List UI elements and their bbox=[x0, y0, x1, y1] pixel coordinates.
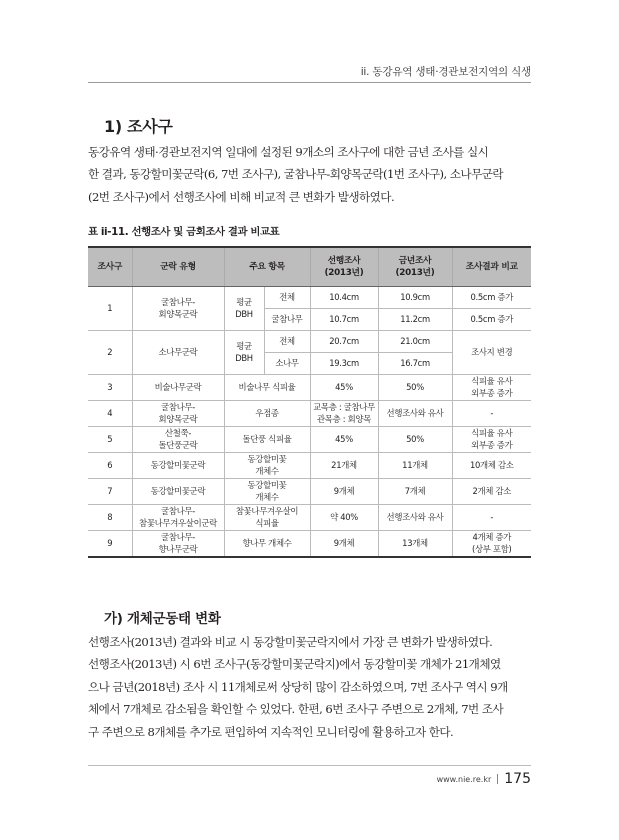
running-header: ii. 동강유역 생태·경관보전지역의 식생 bbox=[360, 66, 531, 78]
header-item: 주요 항목 bbox=[224, 247, 310, 287]
table-row bbox=[88, 287, 531, 309]
header-plot: 조사구 bbox=[88, 247, 132, 287]
table-row bbox=[88, 505, 531, 531]
cell-prev: 9개체 bbox=[310, 531, 378, 558]
cell-item: 비술나무 식피율 bbox=[224, 375, 310, 401]
section-title: 1) 조사구 bbox=[104, 117, 173, 136]
paragraph-line: 구 주변으로 8개체를 추가로 편입하여 지속적인 모니터링에 활용하고자 한다. bbox=[88, 724, 454, 739]
cell-compare: 0.5cm 증가 bbox=[452, 309, 531, 331]
cell-curr: 11.2cm bbox=[378, 309, 452, 331]
cell-item: 동강할미꽃 개체수 bbox=[224, 453, 310, 479]
cell-community: 동강할미꽃군락 bbox=[132, 453, 224, 479]
cell-item: 전체 bbox=[264, 331, 310, 353]
cell-compare: 4개체 증가 (상부 포함) bbox=[452, 531, 531, 558]
cell-plot: 8 bbox=[88, 505, 132, 531]
cell-item: 동강할미꽃 개체수 bbox=[224, 479, 310, 505]
cell-curr: 10.9cm bbox=[378, 287, 452, 309]
paragraph-line: 한 결과, 동강할미꽃군락(6, 7번 조사구), 굴참나무-회양목군락(1번 조사구), 소나무군락 bbox=[88, 167, 504, 182]
cell-community: 산철쭉- 돌단풍군락 bbox=[132, 427, 224, 453]
cell-community: 굴참나무- 회양목군락 bbox=[132, 401, 224, 427]
cell-prev: 20.7cm bbox=[310, 331, 378, 353]
cell-prev: 21개체 bbox=[310, 453, 378, 479]
cell-plot: 9 bbox=[88, 531, 132, 558]
cell-compare: 0.5cm 증가 bbox=[452, 287, 531, 309]
cell-plot: 1 bbox=[88, 287, 132, 331]
cell-prev: 9개체 bbox=[310, 479, 378, 505]
table-row bbox=[88, 401, 531, 427]
cell-prev: 10.7cm bbox=[310, 309, 378, 331]
cell-compare: - bbox=[452, 401, 531, 427]
cell-item: 굴참나무 bbox=[264, 309, 310, 331]
cell-prev: 19.3cm bbox=[310, 353, 378, 375]
cell-plot: 6 bbox=[88, 453, 132, 479]
table-caption: 표 ii-11. 선행조사 및 금회조사 결과 비교표 bbox=[88, 226, 280, 238]
cell-plot: 3 bbox=[88, 375, 132, 401]
cell-curr: 16.7cm bbox=[378, 353, 452, 375]
header-rule bbox=[88, 82, 531, 83]
table-row bbox=[88, 375, 531, 401]
cell-curr: 50% bbox=[378, 427, 452, 453]
cell-community: 굴참나무- 회양목군락 bbox=[132, 287, 224, 331]
cell-plot: 5 bbox=[88, 427, 132, 453]
cell-prev: 45% bbox=[310, 427, 378, 453]
page-number: 175 bbox=[504, 771, 531, 787]
cell-compare: 식피율 유사 외부종 증가 bbox=[452, 427, 531, 453]
cell-curr: 선행조사와 유사 bbox=[378, 401, 452, 427]
table-header-row bbox=[88, 247, 531, 287]
cell-item: 우점종 bbox=[224, 401, 310, 427]
cell-community: 동강할미꽃군락 bbox=[132, 479, 224, 505]
subsection-title: 가) 개체군동태 변화 bbox=[104, 611, 221, 627]
table-row bbox=[88, 453, 531, 479]
cell-compare: 2개체 감소 bbox=[452, 479, 531, 505]
cell-prev: 교목층 : 굴참나무 관목층 : 회양목 bbox=[310, 401, 378, 427]
header-compare: 조사결과 비교 bbox=[452, 247, 531, 287]
cell-prev: 10.4cm bbox=[310, 287, 378, 309]
cell-community: 소나무군락 bbox=[132, 331, 224, 375]
footer-rule bbox=[88, 765, 531, 766]
cell-item: 전체 bbox=[264, 287, 310, 309]
comparison-table bbox=[88, 246, 531, 558]
footer-separator bbox=[497, 774, 498, 784]
header-prev: 선행조사 (2013년) bbox=[310, 247, 378, 287]
cell-prev: 약 40% bbox=[310, 505, 378, 531]
paragraph-line: 으나 금년(2018년) 조사 시 11개체로써 상당히 많이 감소하였으며, 7번 조사구 역시 9개 bbox=[88, 679, 508, 694]
cell-community: 비술나무군락 bbox=[132, 375, 224, 401]
cell-item: 참꽃나무겨우살이 식피율 bbox=[224, 505, 310, 531]
cell-curr: 11개체 bbox=[378, 453, 452, 479]
subsection-paragraph bbox=[88, 631, 531, 743]
section-paragraph bbox=[88, 141, 531, 208]
cell-item: 돌단풍 식피율 bbox=[224, 427, 310, 453]
cell-plot: 2 bbox=[88, 331, 132, 375]
footer-url: www.nie.re.kr bbox=[436, 774, 492, 784]
page-footer bbox=[437, 771, 531, 787]
paragraph-line: 동강유역 생태·경관보전지역 일대에 설정된 9개소의 조사구에 대한 금년 조사를 실시 bbox=[88, 145, 489, 159]
cell-item: 소나무 bbox=[264, 353, 310, 375]
paragraph-line: 선행조사(2013년) 결과와 비교 시 동강할미꽃군락지에서 가장 큰 변화가 발생하였다. bbox=[88, 635, 493, 649]
table-row bbox=[88, 479, 531, 505]
cell-prev: 45% bbox=[310, 375, 378, 401]
paragraph-line: (2번 조사구)에서 선행조사에 비해 비교적 큰 변화가 발생하였다. bbox=[88, 189, 395, 204]
cell-item: 향나무 개체수 bbox=[224, 531, 310, 558]
cell-item-group: 평균 DBH bbox=[224, 287, 264, 331]
table-row bbox=[88, 427, 531, 453]
cell-item-group: 평균 DBH bbox=[224, 331, 264, 375]
paragraph-line: 선행조사(2013년) 시 6번 조사구(동강할미꽃군락지)에서 동강할미꽃 개체가 21개체였 bbox=[88, 657, 501, 672]
cell-plot: 7 bbox=[88, 479, 132, 505]
header-curr: 금년조사 (2013년) bbox=[378, 247, 452, 287]
cell-curr: 7개체 bbox=[378, 479, 452, 505]
cell-curr: 50% bbox=[378, 375, 452, 401]
cell-compare: 조사지 변경 bbox=[452, 331, 531, 375]
header-community: 군락 유형 bbox=[132, 247, 224, 287]
cell-community: 굴참나무- 참꽃나무겨우살이군락 bbox=[132, 505, 224, 531]
cell-community: 굴참나무- 향나무군락 bbox=[132, 531, 224, 558]
cell-plot: 4 bbox=[88, 401, 132, 427]
cell-compare: 10개체 감소 bbox=[452, 453, 531, 479]
cell-curr: 13개체 bbox=[378, 531, 452, 558]
table-row bbox=[88, 331, 531, 353]
cell-curr: 21.0cm bbox=[378, 331, 452, 353]
paragraph-line: 체에서 7개체로 감소됨을 확인할 수 있었다. 한편, 6번 조사구 주변으로 2개체, 7번 조사 bbox=[88, 702, 504, 717]
cell-compare: - bbox=[452, 505, 531, 531]
cell-curr: 선행조사와 유사 bbox=[378, 505, 452, 531]
cell-compare: 식피율 유사 외부종 증가 bbox=[452, 375, 531, 401]
table-row bbox=[88, 531, 531, 558]
